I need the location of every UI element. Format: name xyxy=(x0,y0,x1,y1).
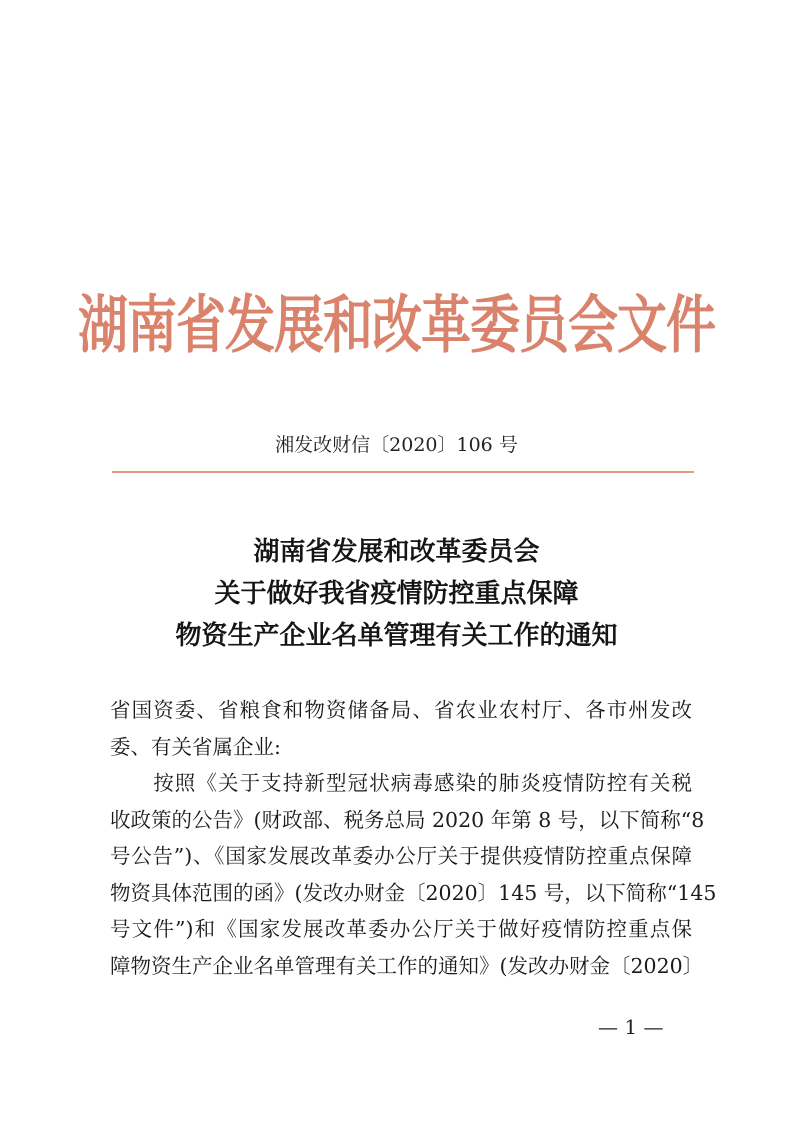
title-line: 湖南省发展和改革委员会 xyxy=(253,537,540,567)
body-line: 物资具体范围的函》(发改办财金〔2020〕145 号，以下简称“145 xyxy=(110,880,717,905)
body-line: 按照《关于支持新型冠状病毒感染的肺炎疫情防控有关税 xyxy=(110,771,692,795)
body-line: 号公告”)、《国家发展改革委办公厅关于提供疫情防控重点保障 xyxy=(110,844,692,868)
body-line-recipients-end: 委、有关省属企业: xyxy=(110,734,281,759)
page-number: — 1 — xyxy=(598,1015,664,1039)
title-line: 关于做好我省疫情防控重点保障 xyxy=(214,579,579,609)
title-line: 物资生产企业名单管理有关工作的通知 xyxy=(175,621,618,651)
document-number: 湘发改财信〔2020〕106 号 xyxy=(275,434,518,456)
body-line: 号文件”)和《国家发展改革委办公厅关于做好疫情防控重点保 xyxy=(110,917,692,941)
notice-body xyxy=(110,692,717,984)
notice-title xyxy=(0,531,793,657)
body-line: 障物资生产企业名单管理有关工作的通知》(发改办财金〔2020〕 xyxy=(110,953,704,978)
masthead-title: 湖南省发展和改革委员会文件 xyxy=(78,288,715,362)
body-line: 收政策的公告》(财政部、税务总局 2020 年第 8 号，以下简称“8 xyxy=(110,807,705,832)
body-line-recipients: 省国资委、省粮食和物资储备局、省农业农村厅、各市州发改 xyxy=(110,698,692,722)
red-separator-line xyxy=(112,471,694,473)
